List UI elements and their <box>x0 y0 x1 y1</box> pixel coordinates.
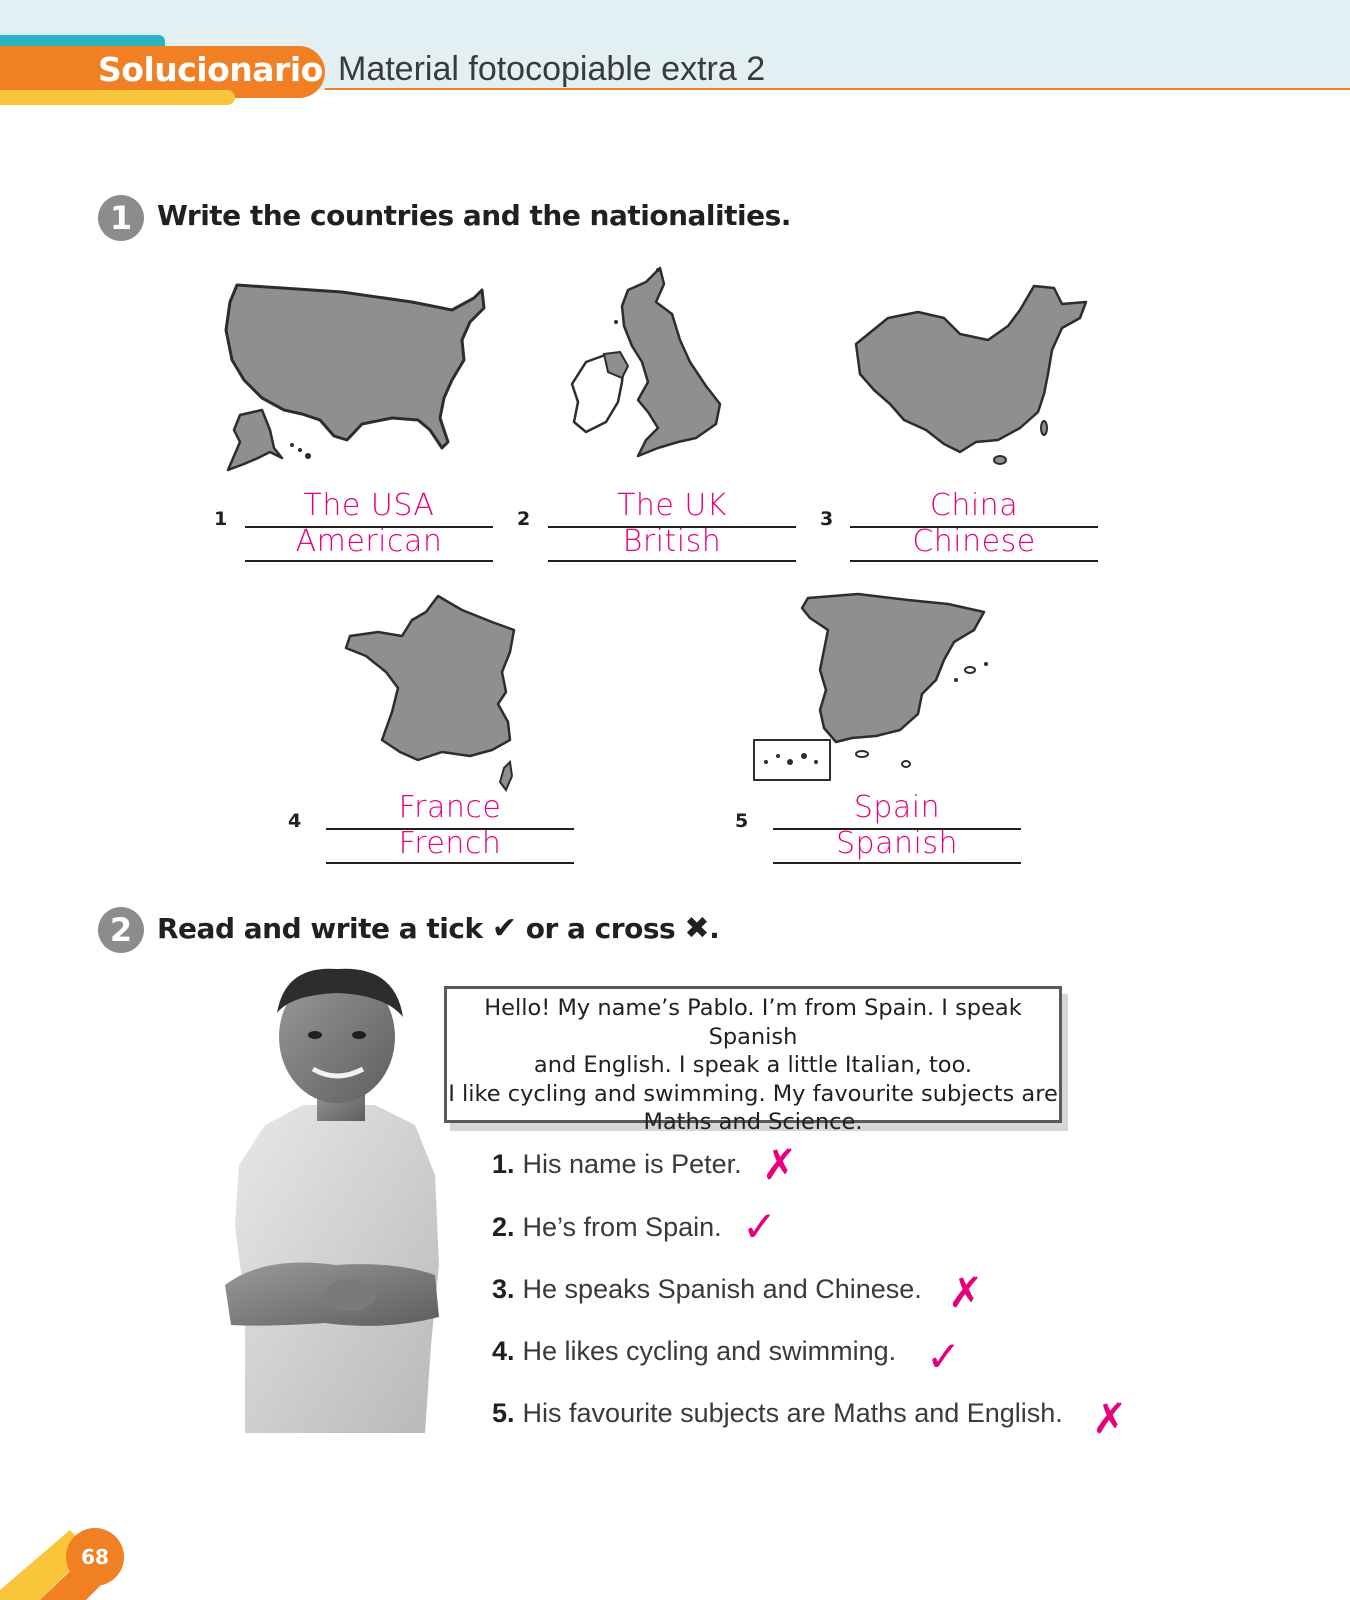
answer-nationality-4: French <box>398 826 502 861</box>
speech-line: I like cycling and swimming. My favourite subjects are <box>448 1080 1058 1107</box>
tick-mark-icon: ✓ <box>742 1202 778 1251</box>
uk-map-icon <box>568 262 733 482</box>
answer-country-1: The USA <box>303 488 435 523</box>
speech-line: Hello! My name’s Pablo. I’m from Spain. I speak Spanish <box>484 995 1022 1050</box>
china-map-icon <box>848 282 1093 472</box>
answer-line <box>773 862 1021 864</box>
item-number-5: 5 <box>735 810 749 832</box>
header-rule <box>325 88 1350 90</box>
answer-nationality-2: British <box>622 524 722 559</box>
page-title: Material fotocopiable extra 2 <box>338 50 766 88</box>
cross-icon: ✖ <box>684 911 710 946</box>
usa-map-icon <box>222 280 492 480</box>
statement-number: 5. <box>492 1398 515 1428</box>
answer-line <box>548 560 796 562</box>
exercise-2-title-middle: or a cross <box>525 912 676 945</box>
answer-country-3: China <box>929 488 1019 523</box>
statement-4 <box>492 1336 896 1367</box>
answer-nationality-3: Chinese <box>912 524 1036 559</box>
item-number-2: 2 <box>517 508 531 530</box>
page-number: 68 <box>66 1528 124 1586</box>
item-number-1: 1 <box>214 508 228 530</box>
answer-nationality-5: Spanish <box>836 826 958 861</box>
exercise-2-title <box>157 911 719 946</box>
exercise-1-title: Write the countries and the nationalities. <box>157 199 791 232</box>
statement-text: His name is Peter. <box>522 1149 742 1179</box>
cross-mark-icon: ✗ <box>762 1140 798 1189</box>
answer-country-2: The UK <box>617 488 727 523</box>
speech-box <box>444 986 1062 1135</box>
statement-1 <box>492 1149 742 1180</box>
answer-country-4: France <box>398 790 502 825</box>
exercise-2-title-prefix: Read and write a tick <box>157 912 483 945</box>
exercise-2-number: 2 <box>98 907 144 953</box>
cross-mark-icon: ✗ <box>1092 1394 1128 1443</box>
statement-text: He speaks Spanish and Chinese. <box>522 1274 922 1304</box>
france-map-icon <box>342 592 522 797</box>
answer-nationality-1: American <box>295 524 443 559</box>
exercise-1-number: 1 <box>98 195 144 241</box>
answer-line <box>850 560 1098 562</box>
speech-line: and English. I speak a little Italian, too. <box>533 1052 973 1078</box>
answer-line <box>245 560 493 562</box>
header-tab-label: Solucionario <box>98 50 323 89</box>
statement-number: 2. <box>492 1212 515 1242</box>
statement-text: He likes cycling and swimming. <box>522 1336 897 1366</box>
header-accent-yellow <box>0 90 235 105</box>
exercise-2-title-suffix: . <box>709 912 720 945</box>
spain-map-icon <box>748 590 1008 790</box>
tick-icon: ✔ <box>491 911 517 946</box>
statement-text: His favourite subjects are Maths and English. <box>522 1398 1063 1428</box>
statement-number: 1. <box>492 1149 515 1179</box>
answer-country-5: Spain <box>853 790 941 825</box>
statement-2 <box>492 1212 722 1243</box>
statement-number: 4. <box>492 1336 515 1366</box>
statement-text: He’s from Spain. <box>522 1212 722 1242</box>
item-number-4: 4 <box>288 810 302 832</box>
tick-mark-icon: ✓ <box>926 1332 962 1381</box>
answer-line <box>326 862 574 864</box>
statement-5 <box>492 1398 1063 1429</box>
item-number-3: 3 <box>820 508 834 530</box>
cross-mark-icon: ✗ <box>948 1268 984 1317</box>
statement-3 <box>492 1274 922 1305</box>
boy-photo <box>225 965 445 1433</box>
speech-line: Maths and Science. <box>643 1109 863 1135</box>
statement-number: 3. <box>492 1274 515 1304</box>
